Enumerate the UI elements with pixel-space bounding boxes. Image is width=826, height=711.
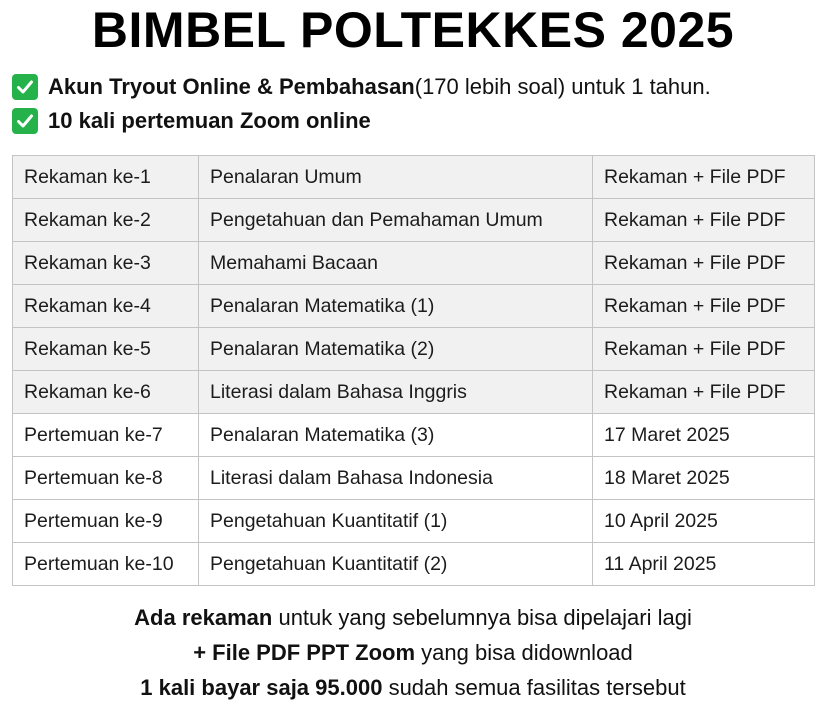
feature-detail: (170 lebih soal) untuk 1 tahun.: [414, 74, 711, 99]
info-cell: 10 April 2025: [593, 500, 815, 543]
session-cell: Rekaman ke-3: [13, 242, 199, 285]
topic-cell: Pengetahuan Kuantitatif (1): [199, 500, 593, 543]
topic-cell: Penalaran Umum: [199, 156, 593, 199]
check-mark-icon: [12, 74, 38, 100]
table-row: [13, 285, 815, 328]
session-cell: Rekaman ke-6: [13, 371, 199, 414]
session-cell: Rekaman ke-5: [13, 328, 199, 371]
footer-text: untuk yang sebelumnya bisa dipelajari lagi: [272, 605, 692, 630]
session-cell: Pertemuan ke-9: [13, 500, 199, 543]
info-cell: 18 Maret 2025: [593, 457, 815, 500]
table-row: [13, 414, 815, 457]
topic-cell: Pengetahuan Kuantitatif (2): [199, 543, 593, 586]
footer-bold: Ada rekaman: [134, 605, 273, 630]
topic-cell: Penalaran Matematika (1): [199, 285, 593, 328]
session-cell: Rekaman ke-4: [13, 285, 199, 328]
table-row: [13, 242, 815, 285]
info-cell: Rekaman + File PDF: [593, 328, 815, 371]
feature-title: Akun Tryout Online & Pembahasan: [48, 74, 415, 99]
feature-tryout: [12, 74, 711, 100]
table-row: [13, 156, 815, 199]
schedule-table: [12, 155, 815, 586]
info-cell: Rekaman + File PDF: [593, 285, 815, 328]
session-cell: Rekaman ke-1: [13, 156, 199, 199]
page-title: BIMBEL POLTEKKES 2025: [91, 2, 735, 58]
session-cell: Pertemuan ke-10: [13, 543, 199, 586]
session-cell: Rekaman ke-2: [13, 199, 199, 242]
info-cell: Rekaman + File PDF: [593, 371, 815, 414]
info-cell: Rekaman + File PDF: [593, 199, 815, 242]
table-row: [13, 543, 815, 586]
footer-bold: 1 kali bayar saja 95.000: [140, 675, 383, 700]
footer-text: sudah semua fasilitas tersebut: [382, 675, 686, 700]
footer-line-recording: [0, 605, 826, 631]
footer-bold: + File PDF PPT Zoom: [193, 640, 416, 665]
topic-cell: Pengetahuan dan Pemahaman Umum: [199, 199, 593, 242]
footer-text: yang bisa didownload: [415, 640, 633, 665]
topic-cell: Penalaran Matematika (2): [199, 328, 593, 371]
info-cell: Rekaman + File PDF: [593, 242, 815, 285]
table-row: [13, 328, 815, 371]
table-row: [13, 199, 815, 242]
session-cell: Pertemuan ke-8: [13, 457, 199, 500]
topic-cell: Penalaran Matematika (3): [199, 414, 593, 457]
footer-line-pdf: [0, 640, 826, 666]
check-mark-icon: [12, 108, 38, 134]
info-cell: 17 Maret 2025: [593, 414, 815, 457]
info-cell: Rekaman + File PDF: [593, 156, 815, 199]
session-cell: Pertemuan ke-7: [13, 414, 199, 457]
feature-zoom: [12, 108, 371, 134]
info-cell: 11 April 2025: [593, 543, 815, 586]
feature-title: 10 kali pertemuan Zoom online: [48, 108, 371, 133]
table-row: [13, 371, 815, 414]
table-row: [13, 457, 815, 500]
table-row: [13, 500, 815, 543]
topic-cell: Literasi dalam Bahasa Inggris: [199, 371, 593, 414]
topic-cell: Memahami Bacaan: [199, 242, 593, 285]
topic-cell: Literasi dalam Bahasa Indonesia: [199, 457, 593, 500]
footer-line-price: [0, 675, 826, 701]
